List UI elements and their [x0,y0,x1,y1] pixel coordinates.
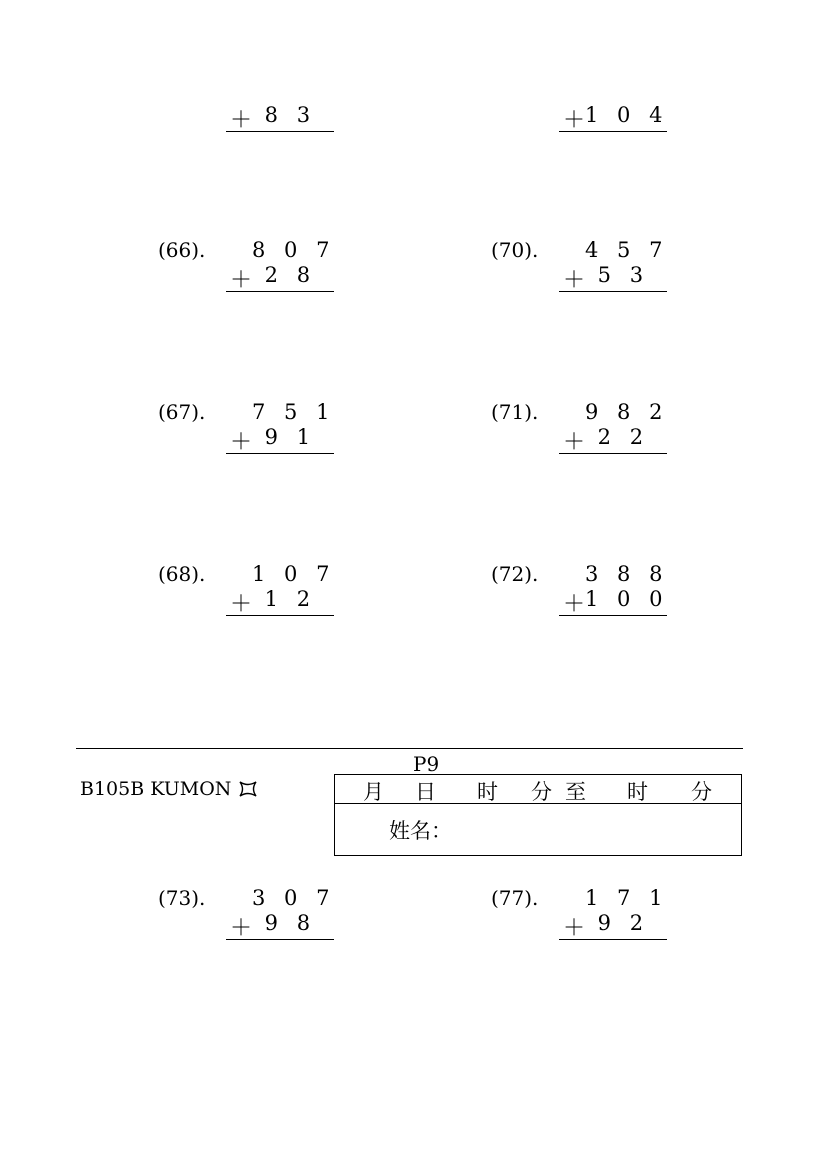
problem-label: (72). [491,562,539,586]
addend-top: 9 8 2 [585,400,669,424]
hour-end-label: 时 [627,780,648,804]
problem-label: (73). [158,886,206,910]
addend-bottom-row [226,103,334,132]
day-label: 日 [415,780,436,804]
problem-70 [491,238,701,298]
page-number: P9 [413,752,440,776]
problem-73 [158,886,368,946]
time-name-box [334,774,742,856]
worksheet-code [80,778,257,800]
plus-sign: ＋ [563,916,586,941]
plus-sign: ＋ [230,592,253,617]
problem-69 [491,78,701,138]
plus-sign: ＋ [563,592,586,617]
problem-label: (66). [158,238,206,262]
problem-65 [158,78,368,138]
minute-label: 分 [531,780,552,804]
problem-label: (67). [158,400,206,424]
problem-label: (68). [158,562,206,586]
name-label: 姓名： [389,819,452,843]
addend-top: 4 5 7 [585,238,669,262]
to-label: 至 [565,780,586,804]
problem-71 [491,400,701,460]
addend-bottom-row [226,911,334,940]
addend-top: 1 0 7 [252,562,336,586]
problem-72 [491,562,701,622]
plus-sign: ＋ [230,268,253,293]
problem-66 [158,238,368,298]
addend-top: 3 8 8 [585,562,669,586]
problem-68 [158,562,368,622]
addend-top: 1 7 1 [585,886,669,910]
problem-label: (70). [491,238,539,262]
addend-bottom: 8 3 [252,103,317,127]
addend-bottom: 5 3 [585,263,650,287]
addend-bottom-row [559,425,667,454]
minute-end-label: 分 [691,780,712,804]
addend-top: 7 5 1 [252,400,336,424]
plus-sign: ＋ [563,268,586,293]
addend-bottom-row [226,425,334,454]
addend-bottom-row [559,103,667,132]
addend-bottom: 9 8 [252,911,317,935]
addend-top: 3 0 7 [252,886,336,910]
addend-bottom: 9 1 [252,425,317,449]
plus-sign: ＋ [230,108,253,133]
plus-sign: ＋ [563,108,586,133]
problem-label: (77). [491,886,539,910]
plus-sign: ＋ [230,430,253,455]
addend-bottom: 2 8 [252,263,317,287]
problem-label: (71). [491,400,539,424]
month-label: 月 [363,780,384,804]
worksheet-code-text: B105B KUMON [80,778,232,800]
addend-bottom-row [226,263,334,292]
problem-67 [158,400,368,460]
addend-bottom: 1 0 0 [585,587,669,611]
seal-icon [239,781,257,797]
hour-label: 时 [477,780,498,804]
time-row [335,775,741,804]
problem-77 [491,886,701,946]
addend-bottom: 9 2 [585,911,650,935]
plus-sign: ＋ [563,430,586,455]
addend-bottom-row [559,911,667,940]
addend-bottom: 1 2 [252,587,317,611]
plus-sign: ＋ [230,916,253,941]
addend-bottom: 2 2 [585,425,650,449]
addend-top: 8 0 7 [252,238,336,262]
addend-bottom-row [559,587,667,616]
addend-bottom: 1 0 4 [585,103,669,127]
page-divider [76,748,743,749]
addend-bottom-row [226,587,334,616]
addend-bottom-row [559,263,667,292]
